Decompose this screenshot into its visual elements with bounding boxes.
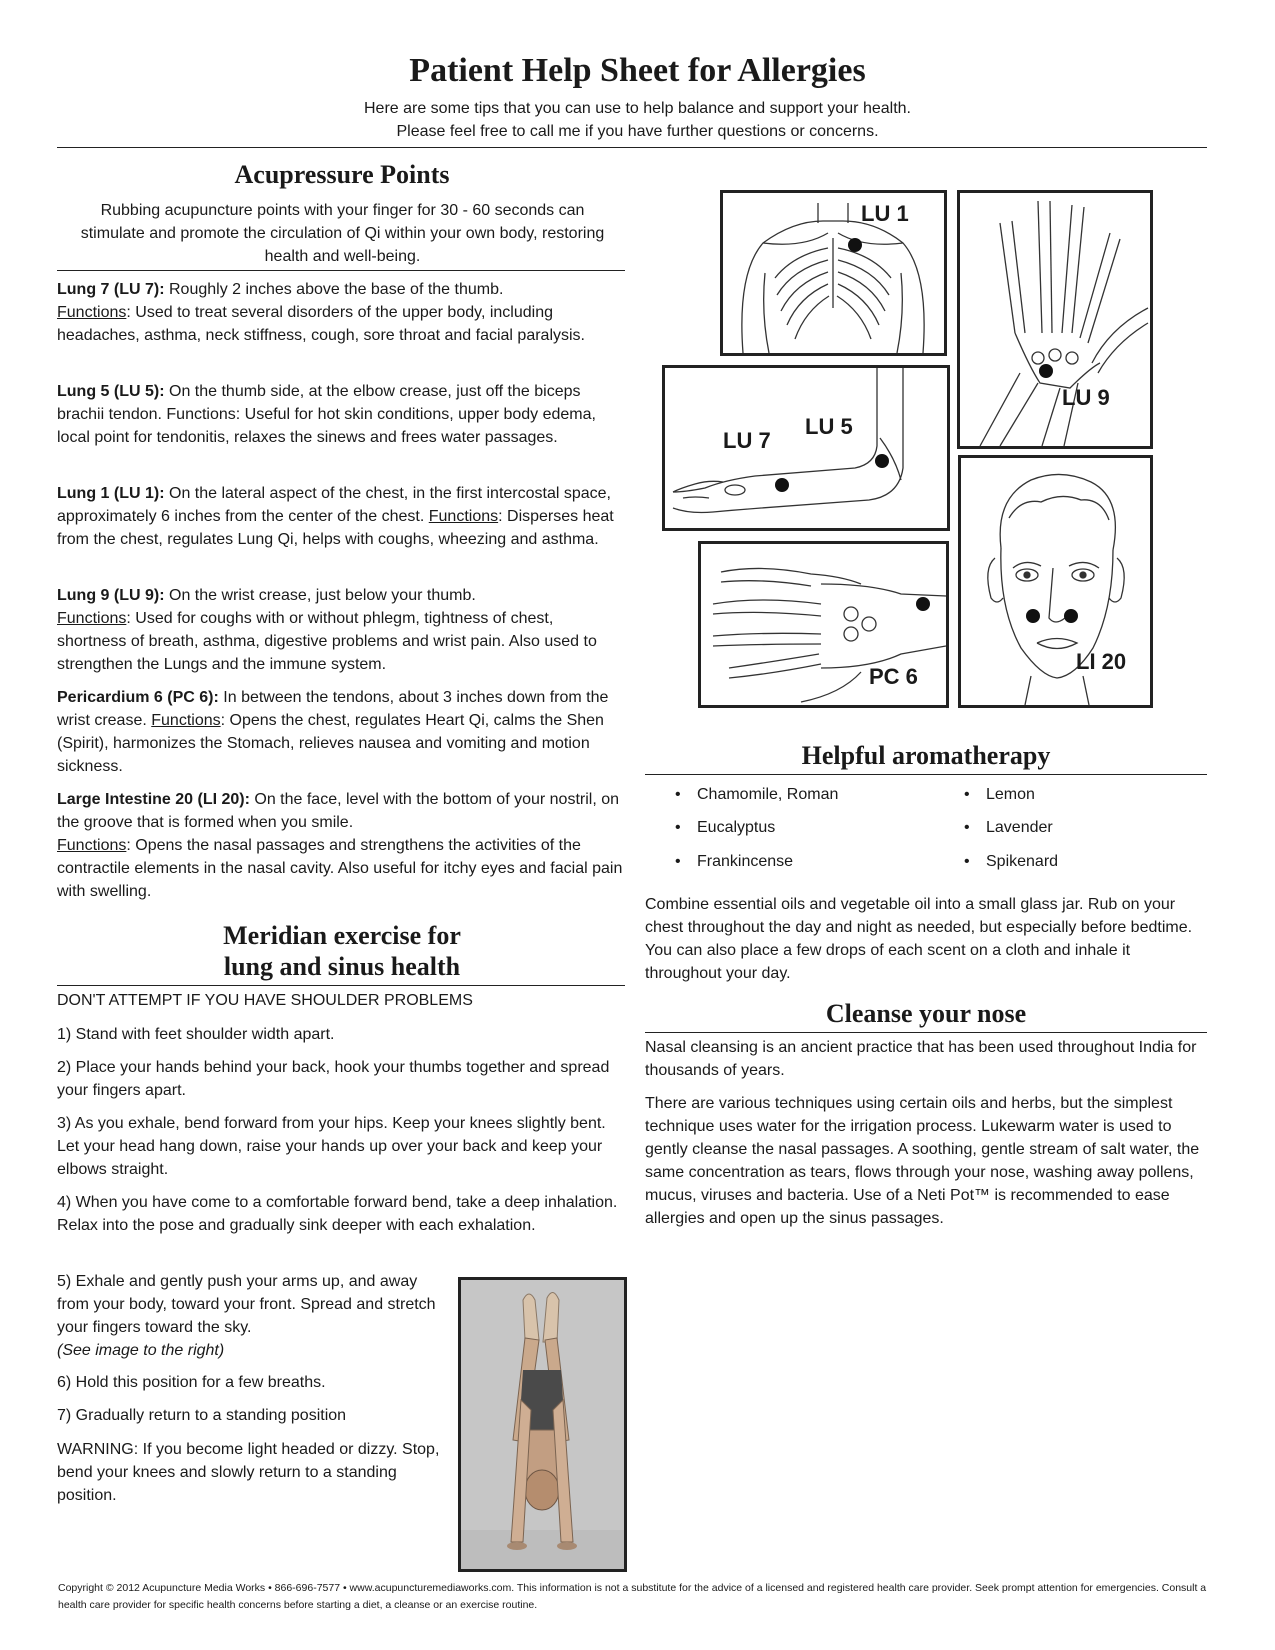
functions-label: Functions — [57, 610, 127, 627]
aromatherapy-heading: Helpful aromatherapy — [801, 741, 1051, 770]
forearm-illustration — [665, 368, 947, 528]
hand-diagram-panel — [957, 190, 1153, 449]
oil-name: Chamomile, Roman — [697, 786, 839, 803]
point-pc6 — [57, 686, 627, 778]
exercise-photo — [458, 1277, 627, 1572]
bullet-icon: • — [675, 819, 681, 836]
point-functions: : Opens the nasal passages and strengthens the activities of the contractile elements in the nasal cavity. Also useful for itchy eyes and facial pain with swelling. — [57, 837, 623, 900]
chest-diagram-panel — [720, 190, 947, 356]
point-lu5 — [57, 380, 627, 449]
oil-item — [675, 850, 794, 873]
bullet-icon: • — [675, 853, 681, 870]
point-name: Lung 1 (LU 1): — [57, 485, 165, 502]
step-4: 4) When you have come to a comfortable forward bend, take a deep inhalation. Relax into the pose and gradually sink deeper with each exhalation. — [57, 1194, 618, 1234]
meridian-warning-caps: DON'T ATTEMPT IF YOU HAVE SHOULDER PROBLEMS — [57, 992, 473, 1009]
oil-item — [675, 816, 776, 839]
meridian-heading-line-1: Meridian exercise for — [223, 921, 461, 950]
page-title: Patient Help Sheet for Allergies — [409, 52, 866, 89]
point-name: Pericardium 6 (PC 6): — [57, 689, 219, 706]
oil-name: Eucalyptus — [697, 819, 776, 836]
point-lu1 — [57, 482, 627, 551]
oil-name: Lemon — [986, 786, 1035, 803]
point-name: Lung 9 (LU 9): — [57, 587, 165, 604]
hand-skeleton-illustration — [960, 193, 1150, 446]
oil-item — [964, 850, 1059, 873]
cleanse-paragraph-1: Nasal cleansing is an ancient practice that has been used throughout India for thousands of years. — [645, 1039, 1197, 1079]
bullet-icon: • — [964, 853, 970, 870]
label-pc6: PC 6 — [869, 664, 918, 689]
point-li20 — [57, 788, 627, 903]
step-1: 1) Stand with feet shoulder width apart. — [57, 1026, 335, 1043]
point-functions: : Used to treat several disorders of the upper body, including headaches, asthma, neck stiffness, cough, sore throat and facial paralysis. — [57, 304, 585, 344]
step-6: 6) Hold this position for a few breaths. — [57, 1374, 326, 1391]
functions-label: Functions — [57, 837, 127, 854]
ribcage-illustration — [723, 193, 944, 353]
acupressure-rule — [57, 270, 625, 271]
label-li20: LI 20 — [1076, 649, 1127, 674]
cleanse-rule — [645, 1032, 1207, 1033]
functions-label: Functions — [151, 712, 221, 729]
intro-line-2: Please feel free to call me if you have further questions or concerns. — [396, 123, 879, 140]
intro-line-1: Here are some tips that you can use to help balance and support your health. — [363, 100, 911, 117]
point-functions: : Opens the chest, regulates Heart Qi, calms the Shen (Spirit), harmonizes the Stomach, relieves nausea and vomiting and motion sickness. — [57, 712, 604, 775]
point-text: On the thumb side, at the elbow crease, just off the biceps brachii tendon. Functions: Useful for hot skin conditions, upper body edema, local point for tendonitis, relaxes the sinews and frees water passages. — [57, 383, 596, 446]
header-rule — [57, 147, 1207, 148]
step-5-text: 5) Exhale and gently push your arms up, and away from your body, toward your front. Spread and stretch your fingers toward the sky. — [57, 1273, 436, 1336]
label-lu9: LU 9 — [1062, 385, 1110, 410]
palm-diagram-panel — [698, 541, 949, 708]
label-lu5: LU 5 — [805, 414, 853, 439]
point-location: Roughly 2 inches above the base of the thumb. — [164, 281, 504, 298]
bullet-icon: • — [964, 786, 970, 803]
step-5 — [57, 1270, 447, 1362]
oil-item — [964, 816, 1053, 839]
copyright-footer: Copyright © 2012 Acupuncture Media Works • 866-696-7577 • www.acupuncturemediaworks.com. This information is not a substitute for the advice of a licensed and registered health care provider. Seek prompt attention for emergencies. Consult a health care provider for specific health concerns before starting a diet, a cleanse or an exercise routine. — [58, 1582, 1207, 1611]
see-image-note: (See image to the right) — [57, 1342, 225, 1359]
oil-name: Frankincense — [697, 853, 794, 870]
step-3: 3) As you exhale, bend forward from your hips. Keep your knees slightly bent. Let your head hang down, raise your hands up over your back and keep your elbows straight. — [57, 1115, 606, 1178]
point-lu7 — [57, 278, 627, 347]
functions-label: Functions — [428, 508, 499, 525]
acupressure-heading: Acupressure Points — [234, 160, 450, 189]
oil-item — [675, 783, 839, 806]
cleanse-paragraph-2: There are various techniques using certain oils and herbs, but the simplest technique uses water for the irrigation process. Lukewarm water is used to gently cleanse the nasal passages. A soothing, gentle stream of salt water, the same concentration as tears, flows through your nose, washing away pollens, mucus, viruses and bacteria. Use of a Neti Pot™ is recommended to ease allergies and open up the sinus passages. — [645, 1095, 1200, 1227]
point-lu9 — [57, 584, 627, 676]
point-name: Lung 7 (LU 7): — [57, 281, 165, 298]
oil-name: Lavender — [986, 819, 1053, 836]
label-lu7: LU 7 — [723, 428, 771, 453]
point-functions: : Used for coughs with or without phlegm, tightness of chest, shortness of breath, asthma, digestive problems and wrist pain. Also used to strengthen the Lungs and the immune system. — [57, 610, 597, 673]
point-functions: : Disperses heat from the chest, regulates Lung Qi, helps with coughs, wheezing and asthma. — [57, 508, 614, 548]
face-diagram-panel — [958, 455, 1153, 708]
step-7: 7) Gradually return to a standing position — [57, 1407, 347, 1424]
aromatherapy-rule — [645, 774, 1207, 775]
point-location: On the wrist crease, just below your thumb. — [164, 587, 476, 604]
cleanse-heading: Cleanse your nose — [825, 999, 1027, 1028]
bullet-icon: • — [675, 786, 681, 803]
point-name: Large Intestine 20 (LI 20): — [57, 791, 250, 808]
acupressure-intro: Rubbing acupuncture points with your finger for 30 - 60 seconds can stimulate and promote the circulation of Qi within your own body, restoring health and well-being. — [80, 202, 605, 265]
point-location: On the face, level with the bottom of your nostril, on the groove that is formed when you smile. — [57, 791, 620, 831]
label-lu1: LU 1 — [861, 201, 909, 226]
meridian-rule — [57, 985, 625, 986]
oil-name: Spikenard — [986, 853, 1059, 870]
arm-diagram-panel — [662, 365, 950, 531]
dizziness-warning: WARNING: If you become light headed or dizzy. Stop, bend your knees and slowly return to a standing position. — [57, 1441, 440, 1504]
point-location: On the lateral aspect of the chest, in the first intercostal space, approximately 6 inches from the center of the chest. — [57, 485, 611, 525]
functions-label: Functions — [57, 304, 127, 321]
forward-bend-figure — [461, 1280, 624, 1569]
point-name: Lung 5 (LU 5): — [57, 383, 165, 400]
bullet-icon: • — [964, 819, 970, 836]
point-location: In between the tendons, about 3 inches down from the wrist crease. — [57, 689, 609, 729]
meridian-heading-line-2: lung and sinus health — [223, 952, 461, 981]
step-2: 2) Place your hands behind your back, hook your thumbs together and spread your fingers apart. — [57, 1059, 610, 1099]
aromatherapy-instructions: Combine essential oils and vegetable oil into a small glass jar. Rub on your chest throughout the day and night as needed, but especially before bedtime. You can also place a few drops of each scent on a cloth and inhale it throughout your day. — [645, 896, 1193, 982]
oil-item — [964, 783, 1035, 806]
